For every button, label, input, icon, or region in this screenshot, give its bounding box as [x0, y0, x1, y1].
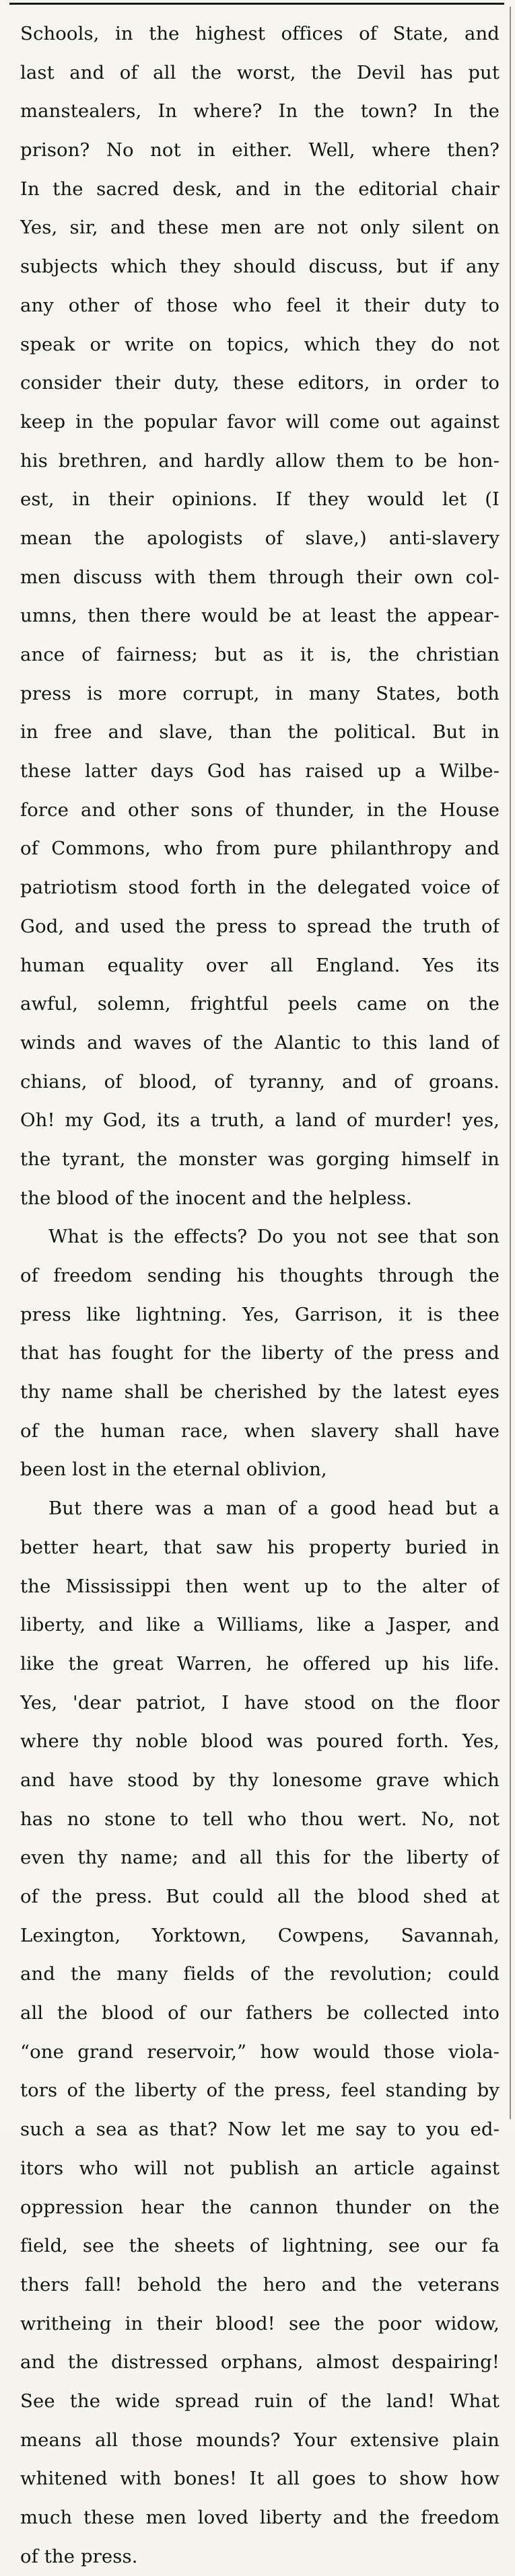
- text-line: mean the apologists of slave,) anti-slavery: [20, 527, 500, 549]
- text-line: and have stood by thy lonesome grave which: [20, 1769, 500, 1791]
- text-line: field, see the sheets of lightning, see our fa: [20, 2235, 500, 2257]
- text-line: been lost in the eternal oblivion,: [20, 1459, 327, 1481]
- text-line: In the sacred desk, and in the editorial chair: [20, 178, 500, 200]
- text-line: thers fall! behold the hero and the veterans: [20, 2273, 500, 2295]
- text-line: where thy noble blood was poured forth. Yes,: [20, 1730, 500, 1753]
- text-line: any other of those who feel it their duty to: [20, 294, 500, 316]
- text-line: “one grand reservoir,” how would those viola-: [20, 2040, 500, 2063]
- text-line: patriotism stood forth in the delegated voice of: [20, 877, 500, 899]
- text-line: manstealers, In where? In the town? In the: [20, 100, 500, 122]
- text-line: press like lightning. Yes, Garrison, it is thee: [20, 1303, 500, 1325]
- text-line: the blood of the inocent and the helpless.: [20, 1187, 412, 1209]
- text-line: that has fought for the liberty of the press and: [20, 1342, 500, 1364]
- text-line: last and of all the worst, the Devil has put: [20, 61, 500, 83]
- text-line: press is more corrupt, in many States, both: [20, 682, 500, 704]
- text-line: has no stone to tell who thou wert. No, not: [20, 1808, 500, 1830]
- text-line: consider their duty, these editors, in order to: [20, 372, 500, 394]
- text-line: But there was a man of a good head but a: [48, 1498, 500, 1520]
- text-line: ance of fairness; but as it is, the christian: [20, 644, 500, 665]
- text-line: tors of the liberty of the press, feel standing by: [20, 2080, 500, 2102]
- text-line: men discuss with them through their own col-: [20, 566, 500, 588]
- text-line: such a sea as that? Now let me say to you ed-: [20, 2119, 500, 2141]
- text-line: itors who will not publish an article against: [20, 2157, 500, 2179]
- text-line: subjects which they should discuss, but if any: [20, 256, 500, 278]
- text-line: in free and slave, than the political. But in: [20, 721, 500, 743]
- top-rule: [9, 3, 504, 5]
- text-line: human equality over all England. Yes its: [20, 954, 500, 976]
- text-line: even thy name; and all this for the liberty of: [20, 1847, 500, 1869]
- text-line: all the blood of our fathers be collected into: [20, 2002, 500, 2024]
- text-line: liberty, and like a Williams, like a Jasper, and: [20, 1614, 500, 1636]
- text-line: est, in their opinions. If they would let (I: [20, 488, 500, 511]
- text-line: his brethren, and hardly allow them to be hon-: [20, 449, 500, 472]
- text-line: whitened with bones! It all goes to show how: [20, 2468, 500, 2490]
- text-line: of the human race, when slavery shall have: [20, 1420, 500, 1442]
- text-line: means all those mounds? Your extensive plain: [20, 2429, 500, 2451]
- column-edge-rule: [510, 7, 511, 2119]
- text-line: Oh! my God, its a truth, a land of murder! yes,: [20, 1109, 500, 1132]
- text-line: God, and used the press to spread the truth of: [20, 915, 500, 937]
- text-line: force and other sons of thunder, in the House: [20, 799, 500, 821]
- text-line: of freedom sending his thoughts through the: [20, 1265, 500, 1286]
- paragraph: [20, 1489, 500, 2576]
- text-line: and the many fields of the revolution; could: [20, 1963, 500, 1985]
- text-line: writheing in their blood! see the poor widow,: [20, 2312, 500, 2334]
- text-line: chians, of blood, of tyranny, and of groans.: [20, 1070, 500, 1093]
- text-line: Yes, 'dear patriot, I have stood on the floor: [20, 1691, 500, 1714]
- text-line: Schools, in the highest offices of State, and: [20, 23, 500, 44]
- text-line: and the distressed orphans, almost despairing!: [20, 2351, 500, 2373]
- text-line: prison? No not in either. Well, where then?: [20, 139, 500, 161]
- text-line: the Mississippi then went up to the alter of: [20, 1575, 500, 1597]
- text-line: better heart, that saw his property buried in: [20, 1536, 500, 1558]
- text-line: See the wide spread ruin of the land! What: [20, 2390, 500, 2412]
- text-line: What is the effects? Do you not see that son: [48, 1226, 500, 1248]
- text-line: thy name shall be cherished by the latest eyes: [20, 1381, 500, 1403]
- text-line: of the press.: [20, 2545, 138, 2567]
- text-line: Yes, sir, and these men are not only silent on: [20, 217, 500, 239]
- text-line: the tyrant, the monster was gorging himself in: [20, 1148, 500, 1170]
- text-line: like the great Warren, he offered up his life.: [20, 1652, 500, 1675]
- text-line: of Commons, who from pure philanthropy and: [20, 838, 500, 860]
- paragraph: [20, 1218, 500, 1489]
- text-line: of the press. But could all the blood shed at: [20, 1886, 500, 1907]
- article-column: [20, 15, 500, 2576]
- text-line: awful, solemn, frightful peels came on the: [20, 993, 500, 1015]
- text-line: umns, then there would be at least the appear-: [20, 605, 500, 627]
- text-line: much these men loved liberty and the freedom: [20, 2507, 500, 2528]
- paragraph: [20, 15, 500, 1218]
- text-line: oppression hear the cannon thunder on the: [20, 2196, 500, 2218]
- text-line: keep in the popular favor will come out against: [20, 410, 500, 433]
- text-line: speak or write on topics, which they do not: [20, 333, 500, 355]
- text-line: Lexington, Yorktown, Cowpens, Savannah,: [20, 1924, 500, 1946]
- text-line: these latter days God has raised up a Wilbe-: [20, 760, 500, 782]
- text-line: winds and waves of the Alantic to this land of: [20, 1031, 500, 1054]
